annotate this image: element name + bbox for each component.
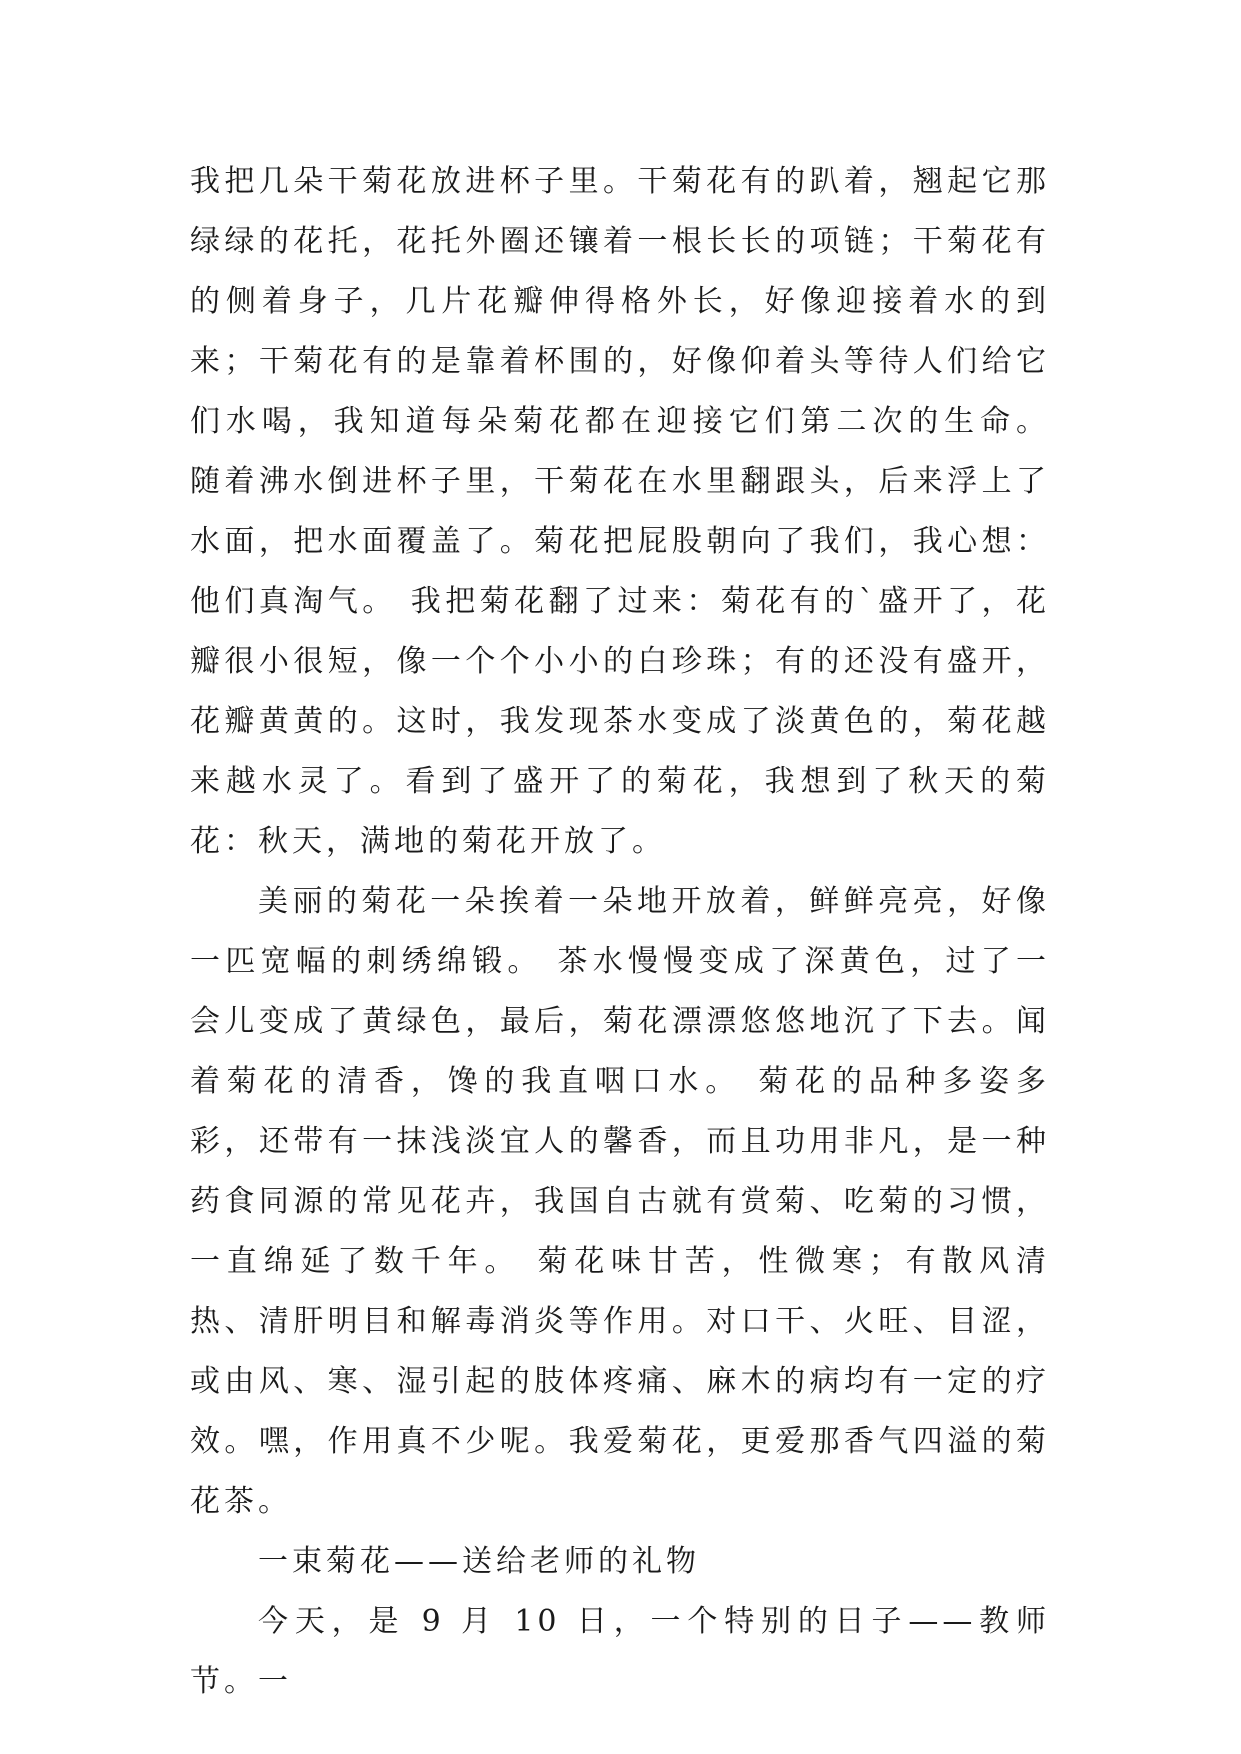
section-heading: 一束菊花——送给老师的礼物	[258, 1544, 700, 1579]
paragraph-teachers-day: 今天，是 9 月 10 日，一个特别的日子——教师节。一	[190, 1604, 1050, 1699]
paragraph-chrysanthemum-blooming: 美丽的菊花一朵挨着一朵地开放着，鲜鲜亮亮，好像一匹宽幅的刺绣绵锻。 茶水慢慢变成了深黄色，过了一会儿变成了黄绿色，最后，菊花漂漂悠悠地沉了下去。闻着菊花的清香，馋的我直咽口水。 菊花的品种多姿多彩，还带有一抹浅淡宜人的馨香，而且功用非凡，是一种药食同源的常见花卉，我国自古就有赏菊、吃菊的习惯，一直绵延了数千年。 菊花味甘苦，性微寒；有散风清热、清肝明目和解毒消炎等作用。对口干、火旺、目涩，或由风、寒、湿引起的肢体疼痛、麻木的病均有一定的疗效。嘿，作用真不少呢。我爱菊花，更爱那香气四溢的菊花茶。	[190, 884, 1050, 1519]
document-body	[190, 152, 1050, 1712]
paragraph-chrysanthemum-tea: 我把几朵干菊花放进杯子里。干菊花有的趴着，翘起它那绿绿的花托，花托外圈还镶着一根长长的项链；干菊花有的侧着身子，几片花瓣伸得格外长，好像迎接着水的到来；干菊花有的是靠着杯围的，好像仰着头等待人们给它们水喝，我知道每朵菊花都在迎接它们第二次的生命。 随着沸水倒进杯子里，干菊花在水里翻跟头，后来浮上了水面，把水面覆盖了。菊花把屁股朝向了我们，我心想：他们真淘气。 我把菊花翻了过来：菊花有的`盛开了，花瓣很小很短，像一个个小小的白珍珠；有的还没有盛开，花瓣黄黄的。这时，我发现茶水变成了淡黄色的，菊花越来越水灵了。看到了盛开了的菊花，我想到了秋天的菊花：秋天，满地的菊花开放了。	[190, 164, 1050, 859]
